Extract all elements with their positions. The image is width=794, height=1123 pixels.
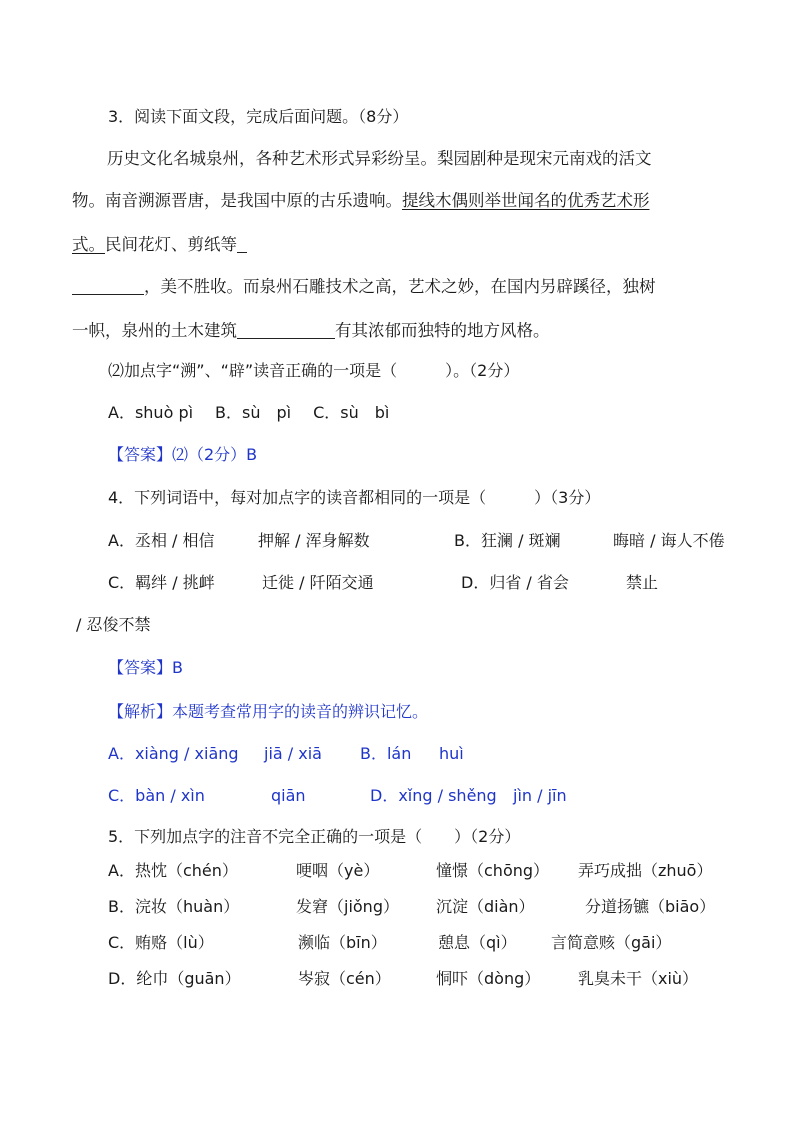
q3-answer: 【答案】⑵（2分）B bbox=[108, 445, 258, 464]
q3-passage-line-1: 历史文化名城泉州，各种艺术形式异彩纷呈。梨园剧种是现宋元南戏的活文 bbox=[107, 149, 652, 168]
q4-analysis: 【解析】本题考查常用字的读音的辨识记忆。 bbox=[108, 702, 429, 721]
q4-answer: 【答案】B bbox=[108, 658, 183, 677]
underlined-sentence: 提线木偶则举世闻名的优秀艺术形 bbox=[402, 191, 650, 210]
option-c: C．sù bì bbox=[313, 403, 390, 422]
q3-passage-line-5: 一帜，泉州的土木建筑 有其浓郁而独特的地方风格。 bbox=[72, 321, 550, 340]
option-b: B．sù pì bbox=[215, 403, 292, 422]
q3-passage-line-2: 物。南音溯源晋唐，是我国中原的古乐遗响。提线木偶则举世闻名的优秀艺术形 bbox=[72, 191, 650, 210]
q5-title: 5．下列加点字的注音不完全正确的一项是（ ）（2分） bbox=[108, 827, 521, 846]
blank-2 bbox=[237, 322, 335, 339]
q3-passage-line-4: ，美不胜收。而泉州石雕技术之高，艺术之妙，在国内另辟蹊径，独树 bbox=[72, 276, 656, 298]
q3-passage-line-3: 式。民间花灯、剪纸等 bbox=[72, 234, 247, 256]
q4-option-d-continued: / 忍俊不禁 bbox=[76, 615, 151, 634]
q4-title: 4．下列词语中，每对加点字的读音都相同的一项是（ ）（3分） bbox=[108, 488, 601, 507]
blank-1 bbox=[72, 278, 144, 295]
q3-subquestion-2: ⑵加点字“溯”、“辟”读音正确的一项是（ ）。（2分） bbox=[108, 361, 520, 380]
option-a: A．shuò pì bbox=[108, 403, 194, 422]
blank-short bbox=[237, 236, 247, 253]
q3-options bbox=[108, 402, 389, 424]
q3-title: 3．阅读下面文段，完成后面问题。（8分） bbox=[108, 107, 409, 126]
